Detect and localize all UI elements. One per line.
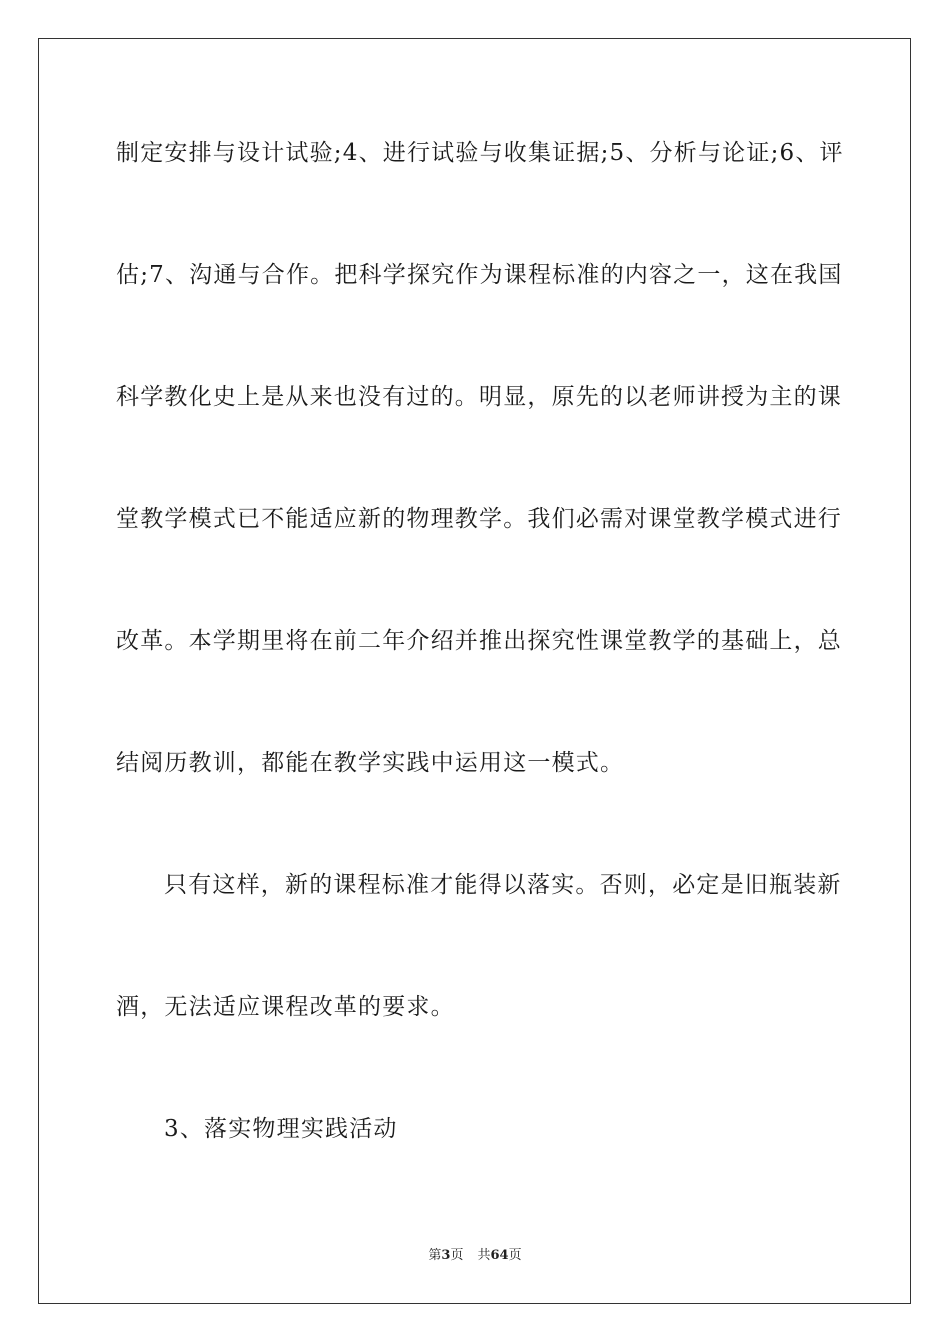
- total-prefix: 共: [477, 1248, 491, 1263]
- paragraph-line-8: 酒，无法适应课程改革的要求。: [116, 994, 455, 1020]
- paragraph-line-4: 堂教学模式已不能适应新的物理教学。我们必需对课堂教学模式进行: [116, 506, 842, 532]
- page-footer: [0, 1248, 950, 1264]
- page-number: 3: [441, 1248, 451, 1263]
- paragraph-line-2: 估;7、沟通与合作。把科学探究作为课程标准的内容之一，这在我国: [116, 262, 843, 288]
- total-pages: 64: [490, 1248, 509, 1263]
- total-suffix: 页: [508, 1248, 522, 1263]
- page-prefix: 第: [428, 1248, 442, 1263]
- paragraph-line-3: 科学教化史上是从来也没有过的。明显，原先的以老师讲授为主的课: [116, 384, 842, 410]
- section-heading: 3、落实物理实践活动: [164, 1116, 398, 1142]
- paragraph-line-6: 结阅历教训，都能在教学实践中运用这一模式。: [116, 750, 625, 776]
- paragraph-line-5: 改革。本学期里将在前二年介绍并推出探究性课堂教学的基础上，总: [116, 628, 842, 654]
- paragraph-line-7: 只有这样，新的课程标准才能得以落实。否则，必定是旧瓶装新: [164, 872, 842, 898]
- page-suffix: 页: [450, 1248, 464, 1263]
- paragraph-line-1: 制定安排与设计试验;4、进行试验与收集证据;5、分析与论证;6、评: [116, 140, 844, 166]
